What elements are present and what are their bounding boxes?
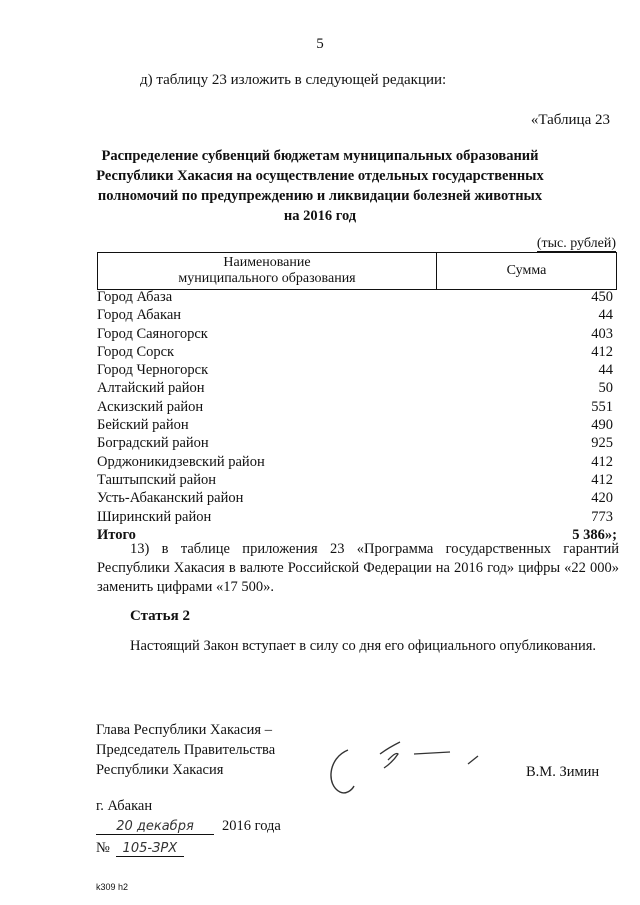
row-name: Бейский район [97,417,189,434]
title-line-3: полномочий по предупреждению и ликвидации болезней животных [97,188,543,204]
table-label: «Таблица 23 [530,112,610,128]
title-line-1: Распределение субвенций бюджетам муниципальных образований [101,148,539,164]
city: г. Абакан [96,798,153,814]
table-row [97,398,617,416]
signing-date [96,818,281,835]
article-heading: Статья 2 [130,608,190,624]
row-name: Город Сорск [97,343,175,360]
table-row [97,343,617,361]
date-year: 2016 года [222,818,281,834]
intro-text: д) таблицу 23 изложить в следующей редакции: [140,72,447,88]
table-row [97,434,617,452]
number-sign: № [96,840,110,856]
table-row [97,306,617,324]
row-value: 412 [591,343,613,360]
table-row [97,325,617,343]
table-row [97,416,617,434]
row-name: Алтайский район [97,380,205,397]
row-name: Боградский район [97,435,209,452]
row-value: 450 [591,289,613,305]
table-row [97,361,617,379]
row-name: Город Абакан [97,307,182,324]
units-label: (тыс. рублей) [536,236,616,251]
row-value: 925 [591,435,613,452]
header-name-cell: Наименование муниципального образования [98,253,437,289]
table-row [97,453,617,471]
row-name: Аскизский район [97,398,204,415]
row-name: Город Черногорск [97,362,209,379]
table-header [97,252,617,290]
signatory-position: Глава Республики Хакасия – Председатель Правительства Республики Хакасия [96,722,276,778]
row-value: 490 [591,417,613,434]
table-row [97,471,617,489]
table-row [97,489,617,507]
amendment-13: 13) в таблице приложения 23 «Программа государственных гарантий Республики Хакасия в валюте Российской Федерации на 2016 год» цифры «22 000» заменить цифрами «17 500». [97,541,619,595]
title-line-4: на 2016 год [283,208,357,224]
row-name: Ширинский район [97,508,212,525]
row-value: 50 [598,380,613,397]
table-row [97,288,617,306]
row-value: 420 [591,490,613,507]
handwritten-date: 20 декабря [96,819,214,835]
row-value: 773 [591,508,613,525]
total-name: Итого [97,526,136,543]
signature-image [318,730,498,800]
signatory-name: В.М. Зимин [526,764,600,780]
row-name: Город Абаза [97,289,173,305]
row-name: Таштыпский район [97,471,217,488]
page-number: 5 [316,36,324,52]
header-sum-cell: Сумма [506,263,547,278]
row-value: 403 [591,325,613,342]
table-body [97,288,617,544]
row-name: Город Саяногорск [97,325,208,342]
row-value: 551 [591,398,613,415]
total-value: 5 386»; [572,526,617,543]
handwritten-number: 105-ЗРХ [116,841,184,857]
table-row [97,508,617,526]
row-value: 412 [591,453,613,470]
row-name: Орджоникидзевский район [97,453,265,470]
row-value: 412 [591,471,613,488]
row-value: 44 [598,307,613,324]
table-row [97,379,617,397]
row-value: 44 [598,362,613,379]
law-number [96,840,184,857]
table-title [90,146,550,226]
article-text: Настоящий Закон вступает в силу со дня его официального опубликования. [130,638,597,654]
title-line-2: Республики Хакасия на осуществление отдельных государственных [96,168,544,184]
document-code: k309 h2 [96,882,129,892]
row-name: Усть-Абаканский район [97,490,244,507]
